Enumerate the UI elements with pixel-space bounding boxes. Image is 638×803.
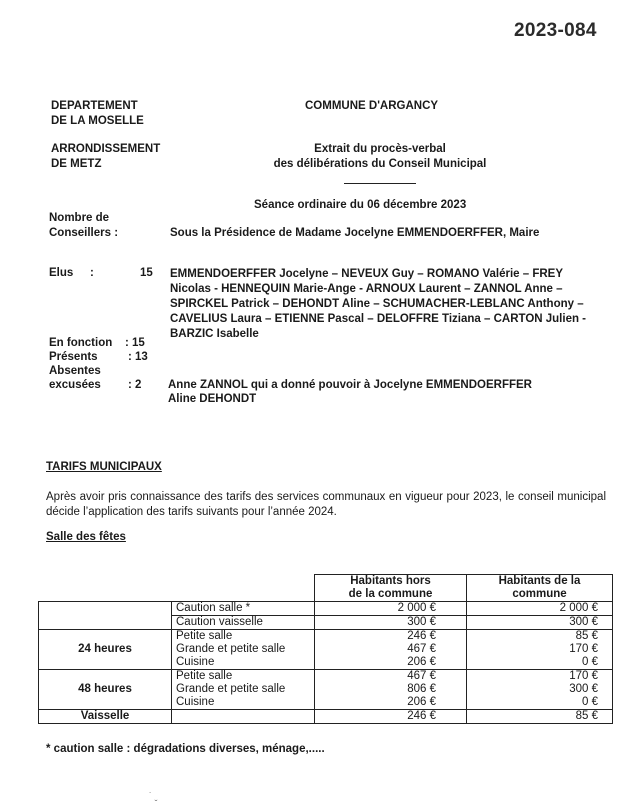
group-cell: Vaisselle [39, 710, 172, 724]
elus-line: Nicolas - HENNEQUIN Marie-Ange - ARNOUX Laurent – ZANNOL Anne – [170, 283, 563, 295]
elus-line: SPIRCKEL Patrick – DEHONDT Aline – SCHUMACHER-LEBLANC Anthony – [170, 298, 584, 310]
item-cell: Cuisine [172, 656, 315, 670]
commune-cell: 85 € [467, 630, 613, 644]
hors-cell: 206 € [315, 656, 467, 670]
commune-title: COMMUNE D'ARGANCY [305, 100, 439, 112]
hors-cell: 246 € [315, 630, 467, 644]
elus-count: 15 [140, 267, 153, 279]
excusees-label: excusées [49, 379, 101, 391]
excusees-value: : 2 [128, 379, 142, 391]
excusees-line1: Anne ZANNOL qui a donné pouvoir à Jocelyne EMMENDOERFFER [168, 379, 532, 391]
presents-label: Présents [49, 351, 98, 363]
department-line2: DE LA MOSELLE [51, 115, 144, 127]
item-cell: Grande et petite salle [172, 643, 315, 656]
table-row [39, 710, 613, 724]
group-cell: 24 heures [39, 643, 172, 656]
table-row [39, 696, 613, 710]
hors-cell: 467 € [315, 670, 467, 684]
separator-line [344, 183, 416, 184]
elus-line: BARZIC Isabelle [170, 328, 259, 340]
elus-colon: : [90, 267, 94, 279]
department-line1: DEPARTEMENT [51, 100, 138, 112]
nombre-label-line1: Nombre de [49, 212, 110, 224]
group-cell [39, 656, 172, 670]
extrait-line1: Extrait du procès-verbal [314, 143, 446, 155]
hors-cell: 2 000 € [315, 602, 467, 616]
seance-title: Séance ordinaire du 06 décembre 2023 [254, 199, 467, 211]
header-commune-line1: Habitants de la [498, 575, 581, 587]
group-cell [39, 630, 172, 644]
item-cell: Grande et petite salle [172, 683, 315, 696]
item-cell: Petite salle [172, 670, 315, 684]
hors-cell: 300 € [315, 616, 467, 630]
footnote: * caution salle : dégradations diverses, ménage,..... [46, 743, 325, 755]
commune-cell: 0 € [467, 696, 613, 710]
commune-cell: 300 € [467, 683, 613, 696]
header-commune [467, 575, 613, 602]
table-row [39, 630, 613, 644]
group-cell [39, 616, 172, 630]
excusees-line2: Aline DEHONDT [168, 393, 257, 405]
commune-cell: 170 € [467, 670, 613, 684]
arrondissement-line2: DE METZ [51, 158, 102, 170]
document-number: 2023-084 [514, 20, 597, 41]
header-hors-line1: Habitants hors [350, 575, 431, 587]
hors-cell: 206 € [315, 696, 467, 710]
table-row [39, 670, 613, 684]
table-row [39, 643, 613, 656]
commune-cell: 2 000 € [467, 602, 613, 616]
header-hors-line2: de la commune [348, 588, 433, 600]
commune-cell: 170 € [467, 643, 613, 656]
header-empty-cell [39, 575, 172, 602]
item-cell: Caution vaisselle [172, 616, 315, 630]
en-fonction-label: En fonction [49, 337, 113, 349]
item-cell [172, 710, 315, 724]
commune-cell: 0 € [467, 656, 613, 670]
section-subtitle: Salle des fêtes [46, 531, 126, 543]
item-cell: Caution salle * [172, 602, 315, 616]
group-cell: 48 heures [39, 683, 172, 696]
hors-cell: 806 € [315, 683, 467, 696]
header-commune-line2: commune [512, 588, 567, 600]
commune-cell: 300 € [467, 616, 613, 630]
header-empty-cell [172, 575, 315, 602]
arrondissement-line1: ARRONDISSEMENT [51, 143, 161, 155]
hors-cell: 246 € [315, 710, 467, 724]
table-header-row [39, 575, 613, 602]
elus-names [170, 267, 586, 342]
item-cell: Petite salle [172, 630, 315, 644]
group-cell [39, 670, 172, 684]
commune-cell: 85 € [467, 710, 613, 724]
section-paragraph: Après avoir pris connaissance des tarifs des services communaux en vigueur pour 2023, le conseil municipal décide l’application des tarifs suivants pour l’année 2024. [46, 491, 606, 518]
table-row [39, 683, 613, 696]
header-hors-commune [315, 575, 467, 602]
en-fonction-value: : 15 [125, 337, 145, 349]
group-cell [39, 696, 172, 710]
presidence-text: Sous la Présidence de Madame Jocelyne EMMENDOERFFER, Maire [170, 227, 540, 239]
elus-line: CAVELIUS Laura – ETIENNE Pascal – DELOFFRE Tiziana – CARTON Julien - [170, 313, 587, 325]
nombre-label-line2: Conseillers : [49, 227, 119, 239]
tarifs-table [38, 574, 613, 724]
group-cell [39, 602, 172, 616]
extrait-line2: des délibérations du Conseil Municipal [273, 158, 487, 170]
section-title: TARIFS MUNICIPAUX [46, 461, 162, 473]
absentes-label: Absentes [49, 365, 101, 377]
scan-speck: ˙ ˬ [149, 791, 158, 801]
hors-cell: 467 € [315, 643, 467, 656]
elus-line: EMMENDOERFFER Jocelyne – NEVEUX Guy – ROMANO Valérie – FREY [170, 268, 564, 280]
elus-label: Elus [49, 267, 74, 279]
table-row [39, 602, 613, 616]
item-cell: Cuisine [172, 696, 315, 710]
table-row [39, 656, 613, 670]
table-row [39, 616, 613, 630]
presents-value: : 13 [128, 351, 148, 363]
